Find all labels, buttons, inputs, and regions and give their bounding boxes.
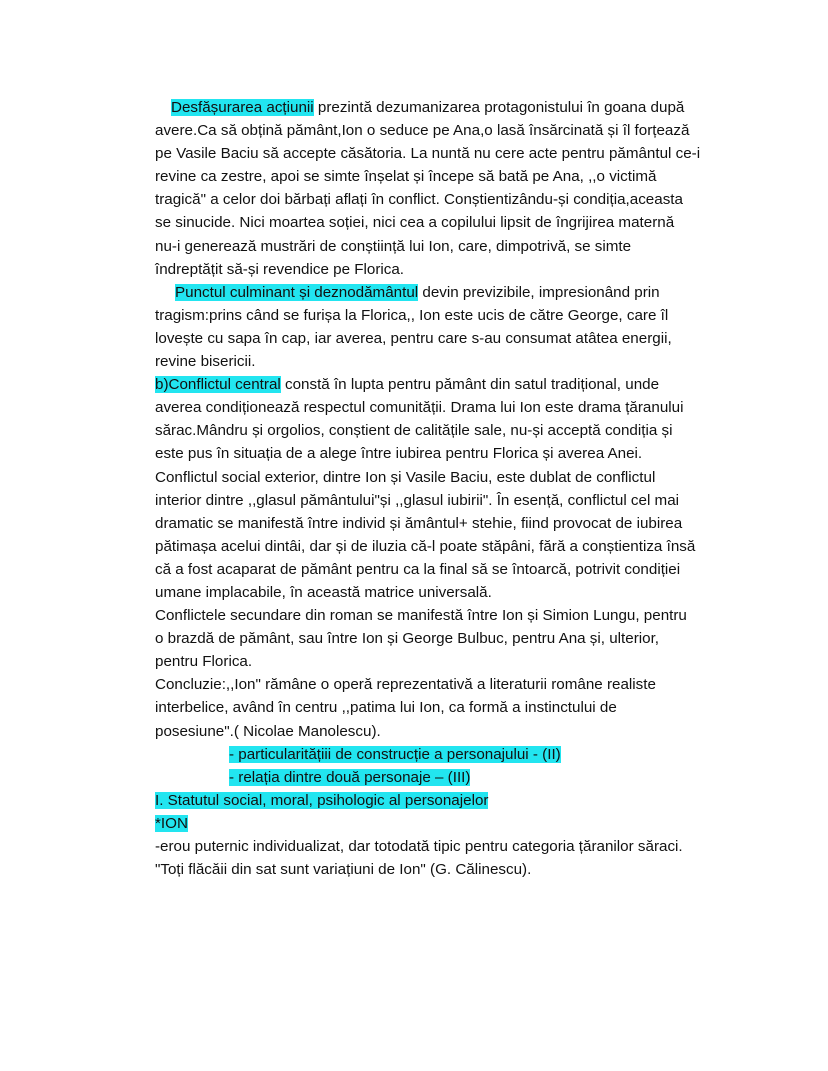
text-line: Conflictele secundare din roman se manifestă între Ion și Simion Lungu, pentru bbox=[155, 607, 687, 625]
text-line: pe Vasile Baciu să accepte căsătoria. La nuntă nu cere acte pentru pământul ce-i bbox=[155, 145, 701, 163]
text-line: avere.Ca să obțină pământ,Ion o seduce pe Ana,o lasă însărcinată și îl forțează bbox=[155, 122, 690, 140]
text-line: -erou puternic individualizat, dar totodată tipic pentru categoria țăranilor săraci. bbox=[155, 838, 683, 855]
text-line: tragism:prins când se furișa la Florica,, Ion este ucis de către George, care îl bbox=[155, 306, 669, 324]
text-line: revine bisericii. bbox=[155, 353, 256, 371]
text-line: interior dintre ,,glasul pământului"și ,,glasul iubirii". În esență, conflictul cel mai bbox=[155, 491, 680, 509]
text-line: o brazdă de pământ, sau între Ion și George Bulbuc, pentru Ana și, ulterior, bbox=[155, 630, 660, 648]
text-line: că a fost acaparat de pământ pentru ca la final să se întoarcă, potrivit condiției bbox=[155, 560, 681, 578]
outline-item bbox=[155, 766, 755, 789]
text-line: este pus în situația de a alege între iubirea pentru Florica și averea Anei. bbox=[155, 445, 643, 463]
document-body bbox=[155, 96, 755, 881]
text-line: îndreptățit să-și revendice pe Florica. bbox=[155, 260, 405, 278]
text-line: tragică" a celor doi bărbați aflați în conflict. Conștientizându-și condiția,aceasta bbox=[155, 191, 683, 209]
text-line: Punctul culminant și deznodământul devin previzibile, impresionând prin bbox=[175, 283, 660, 301]
character-heading-highlight: *ION bbox=[155, 814, 188, 832]
text-line: Conflictul social exterior, dintre Ion și Vasile Baciu, este dublat de conflictul bbox=[155, 468, 656, 486]
text-line: dramatic se manifestă între individ și ământul+ stehie, fiind provocat de iubirea bbox=[155, 514, 683, 532]
outline-item-highlight: - relația dintre două personaje – (III) bbox=[229, 768, 471, 786]
outline-item bbox=[155, 743, 755, 766]
text-line: averea condiționează respectul comunității. Drama lui Ion este drama țăranului bbox=[155, 399, 684, 417]
section-heading-highlight: b)Conflictul central bbox=[155, 376, 281, 394]
text-line: se sinucide. Nici moartea soției, nici cea a copilului lipsit de îngrijirea maternă bbox=[155, 214, 675, 232]
text-line: pătimașa acelui dintâi, dar și de iluzia că-l poate stăpâni, fără a conștientiza însă bbox=[155, 537, 696, 555]
text-line: Concluzie:,,Ion" rămâne o operă reprezentativă a literaturii române realiste bbox=[155, 676, 656, 694]
text-line: nu-i generează mustrări de conștiință lui Ion, care, dimpotrivă, se simte bbox=[155, 237, 632, 255]
section-title-highlight: I. Statutul social, moral, psihologic al personajelor bbox=[155, 791, 489, 809]
text-line: lovește cu sapa în cap, iar averea, pentru care s-au consumat atâtea energii, bbox=[155, 329, 672, 347]
text-line: pentru Florica. bbox=[155, 653, 253, 671]
outline-item-highlight: - particularitățiii de construcție a personajului - (II) bbox=[229, 745, 561, 763]
text-line: "Toți flăcăii din sat sunt variațiuni de Ion" (G. Călinescu). bbox=[155, 861, 532, 879]
section-heading-highlight: Punctul culminant și deznodământul bbox=[175, 283, 419, 301]
text-line: umane implacabile, în această matrice universală. bbox=[155, 583, 492, 601]
text-line: sărac.Mândru și orgolios, conștient de calitățile sale, nu-și acceptă condiția și bbox=[155, 422, 673, 440]
character-heading bbox=[155, 812, 755, 835]
text-line: revine ca zestre, apoi se simte înșelat și începe să bată pe Ana, ,,o victimă bbox=[155, 168, 657, 186]
section-heading-highlight: Desfășurarea acțiunii bbox=[171, 99, 314, 116]
text-line: Desfășurarea acțiunii prezintă dezumanizarea protagonistului în goana după bbox=[171, 99, 685, 116]
text-line: posesiune".( Nicolae Manolescu). bbox=[155, 722, 381, 740]
text-line: b)Conflictul central constă în lupta pentru pământ din satul tradițional, unde bbox=[155, 376, 660, 394]
section-title bbox=[155, 789, 755, 812]
text-line: interbelice, având în centru ,,patima lui Ion, ca formă a instinctului de bbox=[155, 699, 617, 717]
